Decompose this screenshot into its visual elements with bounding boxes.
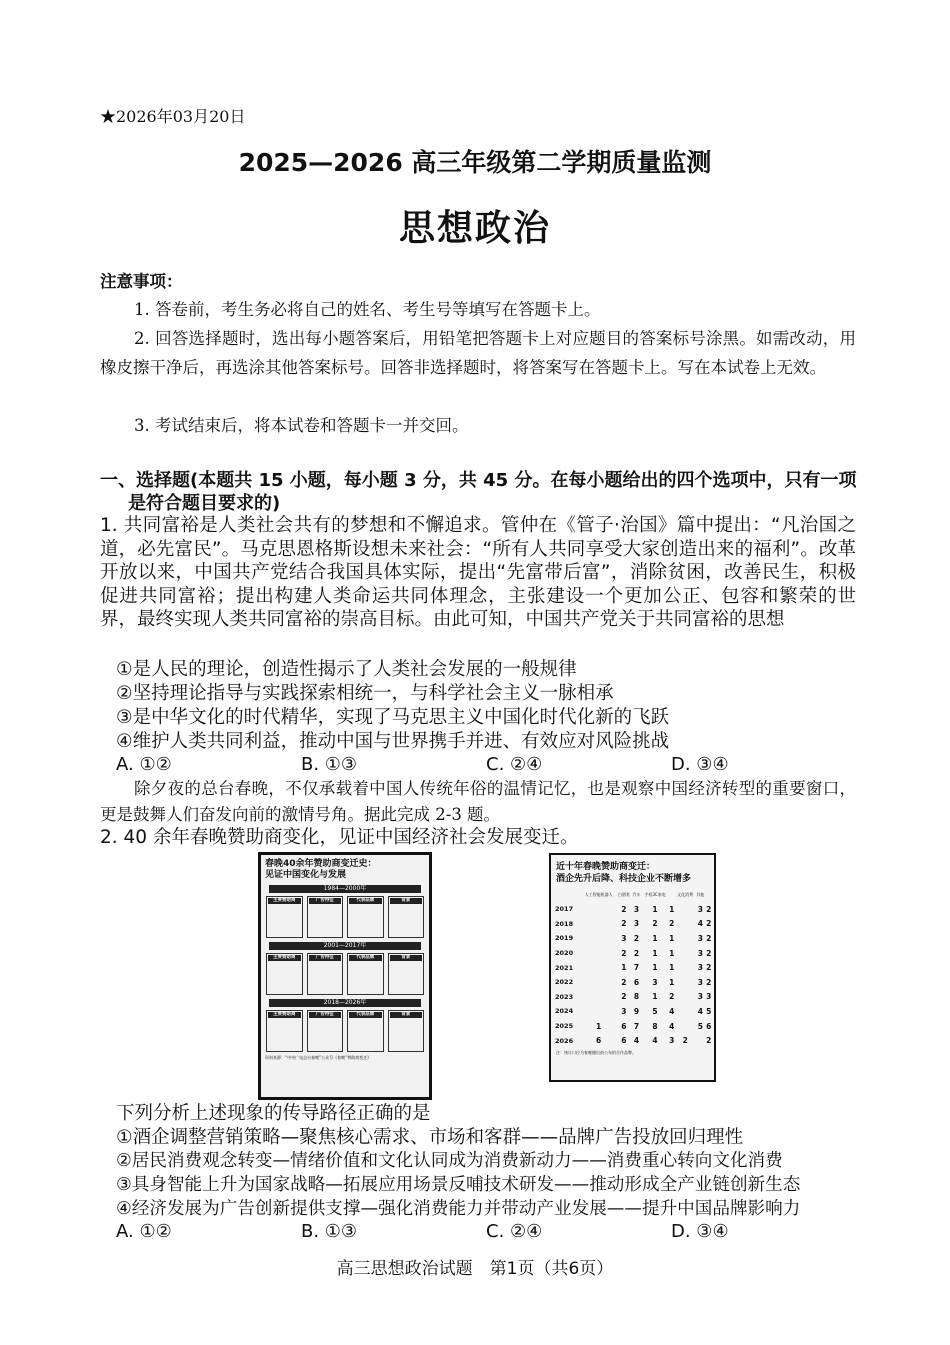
- figure1-band-3: 2018—2026年: [269, 999, 421, 1007]
- sponsor-decade-table-figure: [549, 853, 716, 1082]
- notice-item-2: 2. 回答选择题时，选出每小题答案后，用铅笔把答题卡上对应题目的答案标号涂黑。如需改动，用橡皮擦干净后，再选涂其他答案标号。回答非选择题时，将答案写在答题卡上。写在本试卷上无效。: [100, 329, 856, 377]
- question-2-prompt: 下列分析上述现象的传导路径正确的是: [116, 1103, 431, 1124]
- table-cell: 2: [669, 992, 675, 1002]
- figure1-box: [266, 953, 303, 995]
- table-year-cell: 2024: [555, 1007, 574, 1016]
- table-cell: 2: [621, 919, 627, 929]
- table-row: [555, 990, 712, 1005]
- q2-item-3: ③具身智能上升为国家战略—拓展应用场景反哺技术研发——推动形成全产业链创新生态: [116, 1175, 801, 1195]
- table-cell: 2: [706, 919, 712, 929]
- question-2-stem: 2. 40 余年春晚赞助商变化，见证中国经济社会发展变迁。: [100, 827, 579, 848]
- subject-title: 思想政治: [398, 208, 551, 249]
- figure1-title: [261, 855, 429, 881]
- table-cell: [675, 902, 695, 917]
- table-cell: [581, 917, 616, 932]
- figure1-box: [307, 1010, 344, 1052]
- table-row: [555, 1033, 712, 1048]
- q1-option-b: B. ①③: [301, 754, 358, 775]
- table-year-cell: 2026: [555, 1036, 574, 1045]
- table-cell: 1: [652, 904, 658, 914]
- q1-item-2: ②坚持理论指导与实践探索相统一，与科学社会主义一脉相承: [116, 683, 614, 704]
- q1-option-d: D. ③④: [671, 754, 729, 775]
- table-cell: [675, 1019, 695, 1034]
- table-cell: 9: [633, 1006, 640, 1016]
- table-cell: 7: [633, 963, 640, 973]
- table-header: [669, 888, 676, 902]
- question-1-stem: 1. 共同富裕是人类社会共有的梦想和不懈追求。管仲在《管子·治国》篇中提出：“凡治国之道，必先富民”。马克思恩格斯设想未来社会：“所有人共同享受大家创造出来的福利”。改革开放以来，中国共产党结合我国具体实际，提出“先富带后富”，消除贫困，改善民生，积极促进共同富裕；提出构建人类命运共同体理念，主张建设一个更加公正、包容和繁荣的世界，最终实现人类共同富裕的崇高目标。由此可知，中国共产党关于共同富裕的思想: [100, 515, 856, 631]
- table-cell: 6: [633, 977, 640, 987]
- table-row: [555, 902, 712, 917]
- table-cell: 5: [706, 1006, 712, 1016]
- table-cell: [581, 990, 616, 1005]
- table-cell: 2: [669, 919, 675, 929]
- figure1-box-head: 背景: [390, 955, 423, 961]
- figure1-box: [307, 896, 344, 938]
- table-cell: 4: [669, 1006, 675, 1016]
- table-year-cell: 2020: [555, 949, 574, 958]
- figure1-title-line1: 春晚40余年赞助商变迁史：: [265, 859, 377, 869]
- sponsor-table: [555, 888, 712, 1048]
- figure1-box: [347, 953, 384, 995]
- table-cell: 1: [669, 948, 675, 958]
- table-cell: 1: [652, 948, 658, 958]
- q2-option-a: A. ①②: [116, 1221, 172, 1242]
- figure1-box-head: 背景: [390, 1012, 423, 1018]
- table-row: [555, 946, 712, 961]
- table-cell: 4: [652, 1036, 658, 1046]
- table-cell: 5: [697, 1021, 703, 1031]
- table-cell: 4: [633, 1036, 640, 1046]
- table-cell: 3: [706, 992, 712, 1002]
- table-year-cell: 2023: [555, 992, 574, 1001]
- figure1-box-head: 广告特征: [309, 898, 342, 904]
- table-cell: 3: [621, 933, 627, 943]
- table-cell: [675, 990, 695, 1005]
- table-cell: [675, 931, 695, 946]
- table-cell: 3: [697, 933, 703, 943]
- figure1-box: [266, 896, 303, 938]
- table-cell: [675, 1004, 695, 1019]
- table-cell: 1: [621, 963, 627, 973]
- figure1-box: [266, 1010, 303, 1052]
- table-cell: 2: [706, 977, 712, 987]
- figure1-box-head: 代表品牌: [349, 1012, 382, 1018]
- q1-options: [116, 754, 856, 775]
- table-header: 汽车: [632, 892, 641, 897]
- table-cell: 3: [633, 919, 640, 929]
- table-year-cell: 2022: [555, 978, 574, 987]
- table-cell: 2: [633, 933, 640, 943]
- table-cell: 1: [669, 933, 675, 943]
- figure1-box-head: 主要赞助商: [268, 1012, 301, 1018]
- table-cell: 6: [706, 1021, 712, 1031]
- table-cell: [581, 931, 616, 946]
- q2-option-c: C. ②④: [486, 1221, 543, 1242]
- table-cell: 2: [706, 948, 712, 958]
- table-row: [555, 1004, 712, 1019]
- table-header: 白酒类: [617, 892, 630, 897]
- figure2-title-line1: 近十年春晚赞助商变迁：: [556, 862, 656, 872]
- table-row: [555, 917, 712, 932]
- figure1-title-line2: 见证中国变化与发展: [265, 870, 347, 880]
- table-cell: 1: [669, 904, 675, 914]
- exam-date: ★2026年03月20日: [100, 107, 246, 126]
- table-cell: [581, 946, 616, 961]
- table-cell: 8: [652, 1021, 658, 1031]
- notice-heading: 注意事项：: [100, 272, 183, 291]
- table-cell: 7: [633, 1021, 640, 1031]
- table-cell: 6: [621, 1021, 627, 1031]
- q2-option-d: D. ③④: [671, 1221, 729, 1242]
- figure1-box-head: 广告特征: [309, 955, 342, 961]
- table-row: [555, 931, 712, 946]
- table-cell: 4: [697, 1006, 703, 1016]
- figure1-box: [388, 1010, 425, 1052]
- table-cell: 4: [697, 919, 703, 929]
- table-cell: 8: [633, 992, 640, 1002]
- table-cell: 2: [682, 1036, 688, 1046]
- table-cell: 2: [652, 919, 658, 929]
- table-year-cell: 2021: [555, 963, 574, 972]
- figure1-box-head: 主要赞助商: [268, 898, 301, 904]
- table-cell: 1: [669, 977, 675, 987]
- q1-option-a: A. ①②: [116, 754, 172, 775]
- table-cell: 1: [669, 963, 675, 973]
- figure1-box-head: 背景: [390, 898, 423, 904]
- figure1-note: 资料来源：“中央广电总台春晚”公众号《春晚”赞助商变迁》: [265, 1055, 372, 1060]
- table-cell: 2: [633, 948, 640, 958]
- table-cell: [675, 917, 695, 932]
- q2-item-4: ④经济发展为广告创新提供支撑—强化消费能力并带动产业发展——提升中国品牌影响力: [116, 1199, 801, 1219]
- q1-item-1: ①是人民的理论，创造性揭示了人类社会发展的一般规律: [116, 659, 577, 680]
- table-row: [555, 1019, 712, 1034]
- q1-item-3: ③是中华文化的时代精华，实现了马克思主义中国化时代化新的飞跃: [116, 707, 670, 728]
- table-cell: 2: [706, 933, 712, 943]
- figure1-boxes-2: [261, 950, 429, 995]
- table-cell: [581, 975, 616, 990]
- table-cell: [675, 946, 695, 961]
- q2-option-b: B. ①③: [301, 1221, 358, 1242]
- table-cell: [581, 1004, 616, 1019]
- table-cell: 1: [596, 1021, 602, 1031]
- q1-item-4: ④维护人类共同利益，推动中国与世界携手并进、有效应对风险挑战: [116, 731, 670, 752]
- sponsor-history-figure: [258, 852, 432, 1100]
- q2-item-2: ②居民消费观念转变—情绪价值和文化认同成为消费新动力——消费重心转向文化消费: [116, 1151, 783, 1171]
- figure1-box-head: 代表品牌: [349, 955, 382, 961]
- figure1-box: [307, 953, 344, 995]
- table-cell: 2: [621, 977, 627, 987]
- figure1-band-1: 1984—2000年: [269, 885, 421, 893]
- table-cell: 2: [706, 963, 712, 973]
- table-row: [555, 975, 712, 990]
- table-cell: 6: [596, 1036, 602, 1046]
- figure1-box: [388, 896, 425, 938]
- page-footer: 高三思想政治试题 第1页（共6页）: [336, 1259, 614, 1279]
- table-cell: 2: [621, 948, 627, 958]
- table-cell: 2: [706, 904, 712, 914]
- notice-item-1: 1. 答卷前，考生务必将自己的姓名、考生号等填写在答题卡上。: [134, 300, 601, 319]
- figure1-boxes-3: [261, 1007, 429, 1052]
- table-cell: 3: [652, 977, 658, 987]
- figure1-box: [347, 1010, 384, 1052]
- table-cell: 4: [669, 1021, 675, 1031]
- table-cell: 3: [697, 904, 703, 914]
- q2-options: [116, 1221, 856, 1242]
- table-row: [555, 960, 712, 975]
- table-header: 其他: [696, 892, 705, 897]
- section-heading: 一、选择题(本题共 15 小题，每小题 3 分，共 45 分。在每小题给出的四个选项中，只有一项: [100, 470, 857, 491]
- table-year-cell: 2025: [555, 1022, 574, 1031]
- notice-item-3: 3. 考试结束后，将本试卷和答题卡一并交回。: [134, 416, 469, 435]
- figure2-title-line2: 酒企先升后降、科技企业不断增多: [556, 874, 692, 884]
- table-cell: 3: [697, 963, 703, 973]
- figure1-box-head: 主要赞助商: [268, 955, 301, 961]
- figure1-box: [347, 896, 384, 938]
- table-cell: 5: [652, 1006, 658, 1016]
- table-year-cell: 2017: [555, 905, 574, 914]
- table-header-row: [555, 888, 712, 902]
- table-cell: 3: [621, 1006, 627, 1016]
- table-year-cell: 2019: [555, 934, 574, 943]
- table-cell: [675, 975, 695, 990]
- table-cell: 3: [697, 977, 703, 987]
- figure1-box-head: 代表品牌: [349, 898, 382, 904]
- figure2-note: 注：统计口径为春晚播出前公布的合作品牌。: [556, 1049, 636, 1055]
- table-cell: [581, 902, 616, 917]
- table-cell: [695, 1033, 705, 1048]
- table-cell: 1: [652, 992, 658, 1002]
- figure2-title: [551, 855, 714, 885]
- table-cell: 3: [669, 1036, 675, 1046]
- table-cell: 1: [652, 963, 658, 973]
- intro-2-3: 除夕夜的总台春晚，不仅承载着中国人传统年俗的温情记忆，也是观察中国经济转型的重要窗口，更是鼓舞人们奋发向前的激情号角。据此完成 2-3 题。: [100, 779, 856, 824]
- table-cell: 6: [621, 1036, 627, 1046]
- figure1-band-2: 2001—2017年: [269, 942, 421, 950]
- figure1-box: [388, 953, 425, 995]
- table-header: 人工智能机器人: [584, 892, 613, 897]
- table-header: [555, 888, 581, 902]
- exam-title: 2025—2026 高三年级第二学期质量监测: [238, 148, 712, 177]
- table-cell: [581, 960, 616, 975]
- table-header: 文化消费: [677, 892, 694, 897]
- q2-item-1: ①酒企调整营销策略—聚焦核心需求、市场和客群——品牌广告投放回归理性: [116, 1127, 744, 1148]
- table-cell: 1: [652, 933, 658, 943]
- table-cell: 2: [621, 904, 627, 914]
- table-header: 手机3C家电: [644, 892, 666, 897]
- table-cell: 3: [697, 992, 703, 1002]
- q1-option-c: C. ②④: [486, 754, 543, 775]
- figure1-boxes-1: [261, 893, 429, 938]
- table-cell: 2: [706, 1036, 712, 1046]
- table-cell: [675, 960, 695, 975]
- figure1-box-head: 广告特征: [309, 1012, 342, 1018]
- table-cell: 3: [633, 904, 640, 914]
- section-heading-cont: 是符合题目要求的): [128, 493, 281, 514]
- table-cell: 2: [621, 992, 627, 1002]
- table-cell: 3: [697, 948, 703, 958]
- table-year-cell: 2018: [555, 919, 574, 928]
